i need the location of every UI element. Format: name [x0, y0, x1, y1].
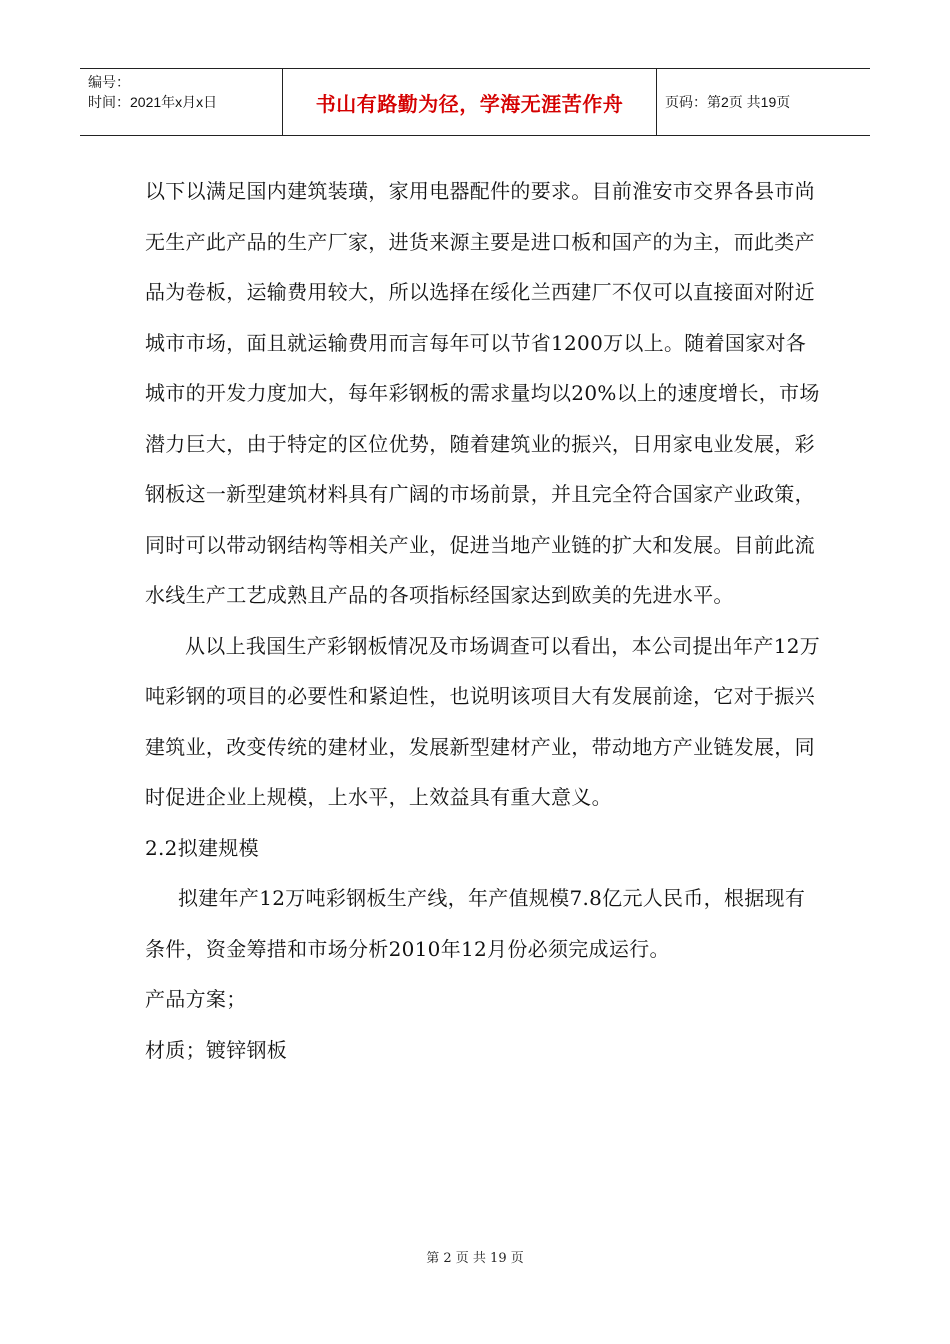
paragraph-market-analysis: 以下以满足国内建筑装璜，家用电器配件的要求。目前淮安市交界各县市尚无生产此产品的生产厂家，进货来源主要是进口板和国产的为主，而此类产品为卷板，运输费用较大，所以选择在绥化兰西建厂不仅可以直接面对附近城市市场，面且就运输费用而言每年可以节省1200万以上。随着国家对各城市的开发力度加大，每年彩钢板的需求量均以20%以上的速度增长，市场潜力巨大，由于特定的区位优势，随着建筑业的振兴，日用家电业发展，彩钢板这一新型建筑材料具有广阔的市场前景，并且完全符合国家产业政策，同时可以带动钢结构等相关产业，促进当地产业链的扩大和发展。目前此流水线生产工艺成熟且产品的各项指标经国家达到欧美的先进水平。 — [145, 179, 820, 607]
page-footer: 第 2 页 共 19 页 — [426, 1251, 524, 1266]
header-meta — [80, 69, 283, 135]
section-heading: 2.2拟建规模 — [145, 835, 259, 860]
page-header — [80, 68, 870, 136]
product-plan-label: 产品方案； — [145, 987, 247, 1011]
paragraph-scale: 拟建年产12万吨彩钢板生产线，年产值规模7.8亿元人民币，根据现有条件，资金筹措和市场分析2010年12月份必须完成运行。 — [145, 886, 806, 961]
paragraph-conclusion: 从以上我国生产彩钢板情况及市场调查可以看出，本公司提出年产12万吨彩钢的项目的必要性和紧迫性，也说明该项目大有发展前途，它对于振兴建筑业，改变传统的建材业，发展新型建材产业，带动地方产业链发展，同时促进企业上规模，上水平，上效益具有重大意义。 — [145, 633, 821, 809]
document-body — [145, 166, 825, 1075]
material-line: 材质；镀锌钢板 — [145, 1037, 288, 1062]
header-page-info: 页码：第2页 共19页 — [665, 94, 791, 110]
document-number-label: 编号： — [88, 74, 130, 90]
document-date: 时间：2021年x月x日 — [88, 94, 218, 110]
header-motto: 书山有路勤为径，学海无涯苦作舟 — [283, 69, 657, 135]
